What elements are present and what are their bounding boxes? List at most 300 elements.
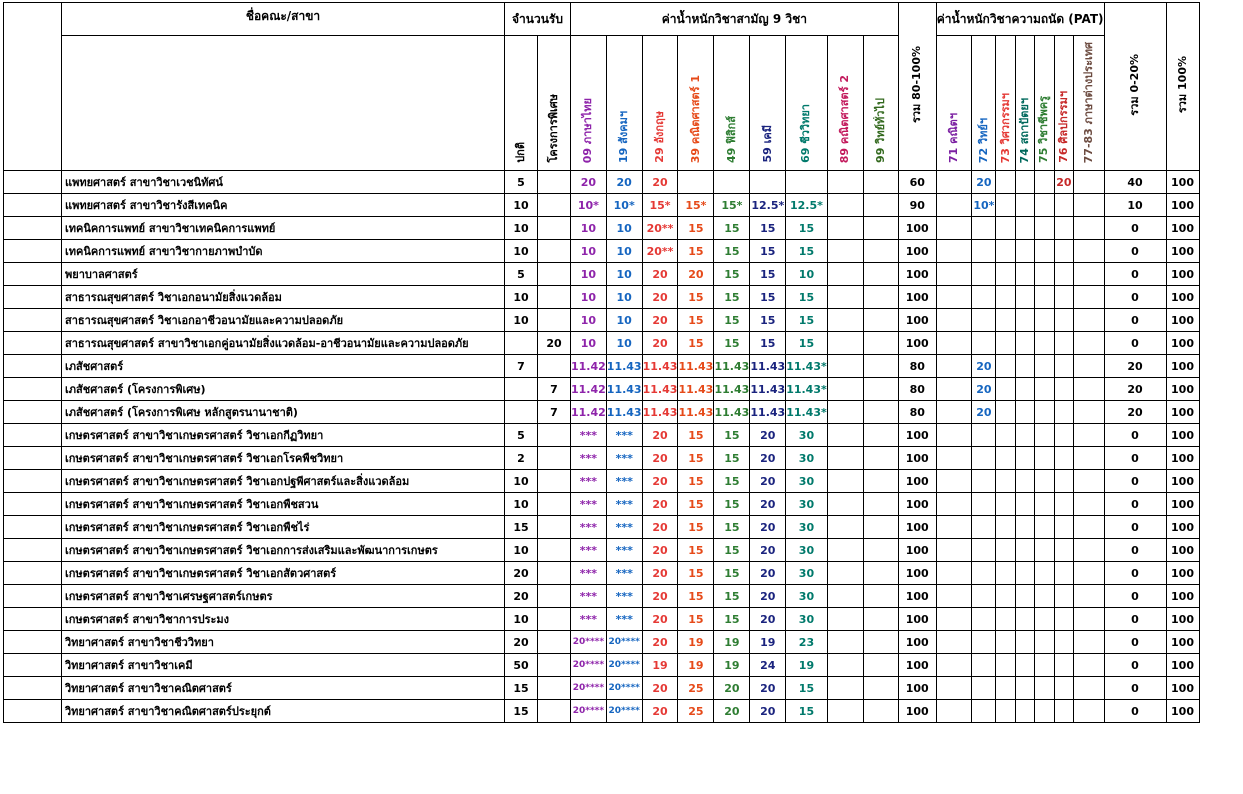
sum-pat-cell: 0 bbox=[1104, 516, 1166, 539]
row-blank-cell bbox=[4, 677, 62, 700]
subject-weight-cell: 20 bbox=[642, 470, 678, 493]
subject-weight-cell: *** bbox=[606, 470, 642, 493]
quota-special-header: โครงการพิเศษ bbox=[538, 36, 571, 171]
pat-weight-cell bbox=[1054, 631, 1073, 654]
sum-gat-cell: 100 bbox=[898, 608, 936, 631]
sum-total-cell: 100 bbox=[1166, 493, 1199, 516]
subject-weight-cell: 15 bbox=[714, 286, 750, 309]
subject-weight-cell: 10 bbox=[606, 332, 642, 355]
sum-gat-cell: 100 bbox=[898, 539, 936, 562]
subject-weight-cell bbox=[750, 171, 786, 194]
pat-weight-cell bbox=[1015, 677, 1034, 700]
sum-gat-cell: 100 bbox=[898, 263, 936, 286]
subject-weight-cell: 10 bbox=[606, 263, 642, 286]
pat-weight-cell bbox=[936, 539, 972, 562]
pat-weight-cell bbox=[1054, 493, 1073, 516]
quota-special-cell bbox=[538, 562, 571, 585]
pat-weight-cell bbox=[1015, 286, 1034, 309]
subject-header: 99 วิทย์ทั่วไป bbox=[863, 36, 898, 171]
subject-weight-cell bbox=[863, 401, 898, 424]
subject-weight-cell: 20 bbox=[750, 539, 786, 562]
subject-weight-cell bbox=[827, 631, 863, 654]
pat-weight-cell bbox=[996, 677, 1015, 700]
pat-weight-cell bbox=[1035, 493, 1054, 516]
subject-weight-cell bbox=[863, 470, 898, 493]
faculty-name-cell: วิทยาศาสตร์ สาขาวิชาชีววิทยา bbox=[62, 631, 505, 654]
pat-weight-cell bbox=[936, 585, 972, 608]
sum-gat-cell: 100 bbox=[898, 585, 936, 608]
subject-weight-cell: 15 bbox=[714, 562, 750, 585]
blank-corner-cell bbox=[4, 3, 62, 171]
subject-weight-cell: 20 bbox=[714, 700, 750, 723]
pat-weight-cell bbox=[1015, 194, 1034, 217]
subject-weight-cell: 19 bbox=[678, 654, 714, 677]
subject-weight-cell: 15 bbox=[750, 217, 786, 240]
pat-weight-cell bbox=[996, 332, 1015, 355]
quota-normal-cell: 20 bbox=[505, 585, 538, 608]
sum-total-cell: 100 bbox=[1166, 355, 1199, 378]
quota-normal-cell: 5 bbox=[505, 171, 538, 194]
row-blank-cell bbox=[4, 240, 62, 263]
sum-gat-cell: 60 bbox=[898, 171, 936, 194]
subject-weight-cell bbox=[827, 677, 863, 700]
pat-weight-cell bbox=[972, 470, 996, 493]
subject-weight-cell bbox=[827, 585, 863, 608]
sum-pat-cell: 0 bbox=[1104, 217, 1166, 240]
subject-weight-cell: 10 bbox=[606, 217, 642, 240]
row-blank-cell bbox=[4, 608, 62, 631]
sum-gat-cell: 100 bbox=[898, 677, 936, 700]
subject-weight-cell: 15 bbox=[750, 240, 786, 263]
row-blank-cell bbox=[4, 539, 62, 562]
faculty-name-cell: เทคนิคการแพทย์ สาขาวิชาเทคนิคการแพทย์ bbox=[62, 217, 505, 240]
pat-weight-cell bbox=[996, 493, 1015, 516]
subject-weight-cell: 20** bbox=[642, 217, 678, 240]
sum-pat-cell: 0 bbox=[1104, 562, 1166, 585]
pat-weight-cell bbox=[1074, 539, 1104, 562]
quota-normal-cell: 5 bbox=[505, 263, 538, 286]
sum-total-cell: 100 bbox=[1166, 654, 1199, 677]
faculty-name-cell: สาธารณสุขศาสตร์ สาขาวิชาเอกคู่อนามัยสิ่งแวดล้อม-อาชีวอนามัยและความปลอดภัย bbox=[62, 332, 505, 355]
sum-pat-cell: 0 bbox=[1104, 493, 1166, 516]
sum-total-cell: 100 bbox=[1166, 562, 1199, 585]
sum-pat-cell: 0 bbox=[1104, 286, 1166, 309]
subject-weight-cell: 10 bbox=[571, 286, 607, 309]
subject-weight-cell: 20 bbox=[750, 608, 786, 631]
table-row bbox=[4, 332, 1237, 355]
quota-special-cell bbox=[538, 700, 571, 723]
subject-weight-cell bbox=[827, 608, 863, 631]
subject-weight-cell: 19 bbox=[642, 654, 678, 677]
pat-weight-cell bbox=[1074, 516, 1104, 539]
subject-weight-cell: 15 bbox=[678, 493, 714, 516]
subject-weight-cell: 15 bbox=[714, 585, 750, 608]
subject-weight-cell: 20 bbox=[750, 470, 786, 493]
pat-weight-cell bbox=[1054, 424, 1073, 447]
sum-pat-cell: 0 bbox=[1104, 447, 1166, 470]
pat-weight-cell bbox=[1035, 240, 1054, 263]
subject-weight-cell: 20 bbox=[642, 562, 678, 585]
faculty-name-cell: สาธารณสุขศาสตร์ วิชาเอกอนามัยสิ่งแวดล้อม bbox=[62, 286, 505, 309]
pat-weight-cell bbox=[1074, 263, 1104, 286]
pat-weight-cell bbox=[1074, 309, 1104, 332]
pat-subject-header: 76 ศิลปกรรมฯ bbox=[1054, 36, 1073, 171]
pat-weight-cell bbox=[972, 585, 996, 608]
pat-weight-cell bbox=[996, 700, 1015, 723]
pat-weight-cell bbox=[1015, 700, 1034, 723]
subject-weight-cell bbox=[827, 217, 863, 240]
pat-weight-cell bbox=[1015, 332, 1034, 355]
sum-gat-cell: 100 bbox=[898, 493, 936, 516]
pat-weight-cell bbox=[1035, 516, 1054, 539]
pat-weight-cell bbox=[996, 309, 1015, 332]
subject-weight-cell: 11.42 bbox=[571, 378, 607, 401]
pat-weight-cell bbox=[1035, 447, 1054, 470]
subject-weight-cell bbox=[827, 240, 863, 263]
pat-weight-cell bbox=[936, 608, 972, 631]
pat-weight-cell bbox=[1054, 562, 1073, 585]
pat-weight-cell bbox=[1015, 562, 1034, 585]
pat-weight-cell bbox=[996, 654, 1015, 677]
pat-weight-cell bbox=[1035, 654, 1054, 677]
sum-pat-cell: 40 bbox=[1104, 171, 1166, 194]
quota-special-cell bbox=[538, 516, 571, 539]
subject-weight-cell: 10* bbox=[571, 194, 607, 217]
subject-weight-cell bbox=[863, 585, 898, 608]
subject-weight-cell: *** bbox=[571, 447, 607, 470]
subject-weight-cell bbox=[827, 447, 863, 470]
subject-weight-cell: 10 bbox=[786, 263, 828, 286]
pat-weight-cell bbox=[1035, 286, 1054, 309]
pat-weight-cell bbox=[1015, 217, 1034, 240]
subject-weight-cell: 15 bbox=[678, 447, 714, 470]
quota-special-cell bbox=[538, 654, 571, 677]
subject-weight-cell: 20 bbox=[750, 424, 786, 447]
faculty-name-cell: แพทยศาสตร์ สาขาวิชารังสีเทคนิค bbox=[62, 194, 505, 217]
subject-header: 69 ชีววิทยา bbox=[786, 36, 828, 171]
subject-weight-cell bbox=[827, 470, 863, 493]
pat-weight-cell bbox=[1054, 286, 1073, 309]
subject-weight-cell: 15 bbox=[678, 516, 714, 539]
subject-weight-cell: 20**** bbox=[571, 654, 607, 677]
subject-weight-cell: 15 bbox=[750, 332, 786, 355]
pat-weight-cell bbox=[1074, 424, 1104, 447]
quota-special-cell bbox=[538, 470, 571, 493]
pat-weight-cell bbox=[1054, 585, 1073, 608]
sum-pat-header: รวม 0-20% bbox=[1104, 3, 1166, 171]
subject-weight-cell: 30 bbox=[786, 424, 828, 447]
row-blank-cell bbox=[4, 286, 62, 309]
subject-weight-cell: 15 bbox=[714, 470, 750, 493]
subject-weight-cell: 10 bbox=[571, 240, 607, 263]
sum-pat-cell: 0 bbox=[1104, 309, 1166, 332]
subject-weight-cell: 20 bbox=[606, 171, 642, 194]
pat-weight-cell bbox=[936, 562, 972, 585]
row-blank-cell bbox=[4, 585, 62, 608]
subject-weight-cell: 20**** bbox=[571, 700, 607, 723]
sum-gat-cell: 100 bbox=[898, 217, 936, 240]
pat-weight-cell bbox=[1054, 240, 1073, 263]
subject-weight-cell: 23 bbox=[786, 631, 828, 654]
weight-table bbox=[3, 2, 1237, 723]
subject-weight-cell: 15* bbox=[642, 194, 678, 217]
sum-pat-cell: 0 bbox=[1104, 631, 1166, 654]
pat-weight-cell: 20 bbox=[972, 401, 996, 424]
pat-weight-cell bbox=[936, 447, 972, 470]
pat-weight-cell bbox=[972, 217, 996, 240]
subject-weight-cell: *** bbox=[606, 424, 642, 447]
faculty-name-cell: เทคนิคการแพทย์ สาขาวิชากายภาพบำบัด bbox=[62, 240, 505, 263]
pat-weight-cell bbox=[1035, 470, 1054, 493]
subject-weight-cell: 20**** bbox=[606, 677, 642, 700]
subject-weight-cell: 30 bbox=[786, 608, 828, 631]
row-blank-cell bbox=[4, 516, 62, 539]
subject-weight-cell: 15 bbox=[714, 332, 750, 355]
subject-weight-cell: 20 bbox=[750, 677, 786, 700]
subject-weight-cell: 10 bbox=[571, 309, 607, 332]
subject-weight-cell bbox=[786, 171, 828, 194]
pat-weight-cell bbox=[996, 447, 1015, 470]
subject-weight-cell: 11.43* bbox=[786, 355, 828, 378]
quota-normal-cell bbox=[505, 378, 538, 401]
sum-gat-cell: 80 bbox=[898, 378, 936, 401]
quota-special-cell: 7 bbox=[538, 378, 571, 401]
subject-weight-cell: 24 bbox=[750, 654, 786, 677]
quota-special-cell bbox=[538, 608, 571, 631]
table-row bbox=[4, 608, 1237, 631]
subject-weight-cell: 15 bbox=[714, 263, 750, 286]
subject-weight-cell: 11.43 bbox=[642, 355, 678, 378]
subject-weight-cell: 11.43 bbox=[714, 378, 750, 401]
subject-weight-cell: *** bbox=[606, 447, 642, 470]
pat-weight-cell bbox=[1035, 171, 1054, 194]
pat-weight-cell bbox=[1035, 677, 1054, 700]
table-row bbox=[4, 447, 1237, 470]
pat-weight-cell bbox=[1054, 677, 1073, 700]
pat-weight-cell bbox=[1054, 309, 1073, 332]
subject-header: 29 อังกฤษ bbox=[642, 36, 678, 171]
table-row bbox=[4, 493, 1237, 516]
sum-pat-cell: 0 bbox=[1104, 677, 1166, 700]
subject-weight-cell: 15 bbox=[714, 424, 750, 447]
subject-weight-cell bbox=[827, 401, 863, 424]
quota-special-cell bbox=[538, 194, 571, 217]
subject-header: 59 เคมี bbox=[750, 36, 786, 171]
sum-pat-cell: 0 bbox=[1104, 700, 1166, 723]
subject-weight-cell: 19 bbox=[714, 654, 750, 677]
sum-pat-cell: 0 bbox=[1104, 263, 1166, 286]
subject-weight-cell bbox=[827, 378, 863, 401]
pat-weight-cell bbox=[936, 677, 972, 700]
pat-weight-cell bbox=[996, 562, 1015, 585]
subject-weight-cell: 20 bbox=[750, 447, 786, 470]
sum-total-cell: 100 bbox=[1166, 286, 1199, 309]
subject-weight-cell bbox=[827, 654, 863, 677]
pat-weight-cell bbox=[972, 539, 996, 562]
pat-weight-cell bbox=[1015, 401, 1034, 424]
sum-total-cell: 100 bbox=[1166, 608, 1199, 631]
sum-gat-cell: 100 bbox=[898, 562, 936, 585]
table-row bbox=[4, 654, 1237, 677]
pat-weight-cell bbox=[1015, 539, 1034, 562]
subject-weight-cell: 30 bbox=[786, 562, 828, 585]
sum-pat-cell: 20 bbox=[1104, 378, 1166, 401]
sum-gat-cell: 100 bbox=[898, 631, 936, 654]
subject-weight-cell bbox=[863, 332, 898, 355]
row-blank-cell bbox=[4, 493, 62, 516]
subject-weight-cell bbox=[863, 217, 898, 240]
row-blank-cell bbox=[4, 654, 62, 677]
subject-weight-cell: 20 bbox=[750, 493, 786, 516]
quota-special-cell: 20 bbox=[538, 332, 571, 355]
pat-weight-cell bbox=[1015, 516, 1034, 539]
faculty-name-cell: เกษตรศาสตร์ สาขาวิชาเศรษฐศาสตร์เกษตร bbox=[62, 585, 505, 608]
sum-total-cell: 100 bbox=[1166, 263, 1199, 286]
subject-weight-cell bbox=[863, 539, 898, 562]
subject-weight-cell: 11.43 bbox=[606, 355, 642, 378]
subject-weight-cell: 15 bbox=[678, 240, 714, 263]
table-row bbox=[4, 631, 1237, 654]
quota-normal-cell bbox=[505, 401, 538, 424]
subject-weight-cell: 15 bbox=[750, 263, 786, 286]
subject-weight-cell: 15 bbox=[678, 470, 714, 493]
row-blank-cell bbox=[4, 263, 62, 286]
subject-weight-cell: 20 bbox=[642, 700, 678, 723]
subject-weight-cell: 11.43 bbox=[678, 378, 714, 401]
quota-normal-cell: 10 bbox=[505, 309, 538, 332]
table-row bbox=[4, 355, 1237, 378]
subject-weight-cell: 15 bbox=[786, 332, 828, 355]
subject-header: 09 ภาษาไทย bbox=[571, 36, 607, 171]
quota-normal-cell: 50 bbox=[505, 654, 538, 677]
table-row bbox=[4, 240, 1237, 263]
table-row bbox=[4, 516, 1237, 539]
pat-weight-cell bbox=[936, 401, 972, 424]
subject-weight-cell: 15 bbox=[678, 562, 714, 585]
row-blank-cell bbox=[4, 171, 62, 194]
row-blank-cell bbox=[4, 470, 62, 493]
sum-total-cell: 100 bbox=[1166, 171, 1199, 194]
subject-header: 89 คณิตศาสตร์ 2 bbox=[827, 36, 863, 171]
quota-special-cell bbox=[538, 263, 571, 286]
pat-weight-cell bbox=[972, 263, 996, 286]
subject-weight-cell bbox=[827, 286, 863, 309]
sum-gat-cell: 80 bbox=[898, 401, 936, 424]
faculty-name-cell: แพทยศาสตร์ สาขาวิชาเวชนิทัศน์ bbox=[62, 171, 505, 194]
row-blank-cell bbox=[4, 562, 62, 585]
pat-weight-cell bbox=[996, 286, 1015, 309]
sum-gat-cell: 100 bbox=[898, 470, 936, 493]
subject-weight-cell: 10 bbox=[606, 240, 642, 263]
pat-subject-header: 75 วิชาชีพครู bbox=[1035, 36, 1054, 171]
subject-weight-cell: 20 bbox=[642, 171, 678, 194]
subject-weight-cell: 15 bbox=[678, 286, 714, 309]
pat-weight-cell bbox=[1074, 608, 1104, 631]
subject-weight-cell bbox=[827, 424, 863, 447]
pat-weight-cell bbox=[1015, 309, 1034, 332]
subject-weight-cell: 20 bbox=[642, 677, 678, 700]
subject-weight-cell bbox=[863, 447, 898, 470]
pat-weight-cell bbox=[1054, 401, 1073, 424]
subject-header: 49 ฟิสิกส์ bbox=[714, 36, 750, 171]
subject-weight-cell: 11.43 bbox=[750, 378, 786, 401]
pat-weight-cell: 10* bbox=[972, 194, 996, 217]
pat-subject-header: 74 สถาปัตยฯ bbox=[1015, 36, 1034, 171]
sum-gat-cell: 100 bbox=[898, 700, 936, 723]
weight-table-body bbox=[4, 171, 1237, 723]
pat-weight-cell bbox=[972, 447, 996, 470]
faculty-name-cell: เกษตรศาสตร์ สาขาวิชาเกษตรศาสตร์ วิชาเอกสัตวศาสตร์ bbox=[62, 562, 505, 585]
quota-normal-cell: 10 bbox=[505, 240, 538, 263]
pat-weight-cell bbox=[936, 240, 972, 263]
faculty-name-cell: เกษตรศาสตร์ สาขาวิชาเกษตรศาสตร์ วิชาเอกพืชไร่ bbox=[62, 516, 505, 539]
subject-weight-cell: 20**** bbox=[571, 677, 607, 700]
pat-weight-cell bbox=[1015, 585, 1034, 608]
pat-weight-cell bbox=[1054, 654, 1073, 677]
sum-gat-cell: 80 bbox=[898, 355, 936, 378]
pat-weight-cell bbox=[972, 631, 996, 654]
subject-weight-cell bbox=[827, 355, 863, 378]
subject-weight-cell: 11.43 bbox=[678, 355, 714, 378]
subject-weight-cell: 20 bbox=[642, 608, 678, 631]
pat-weight-cell bbox=[1074, 332, 1104, 355]
subject-weight-cell bbox=[863, 240, 898, 263]
sum-pat-cell: 0 bbox=[1104, 539, 1166, 562]
faculty-name-cell: เกษตรศาสตร์ สาขาวิชาเกษตรศาสตร์ วิชาเอกกีฏวิทยา bbox=[62, 424, 505, 447]
quota-normal-cell: 20 bbox=[505, 631, 538, 654]
subject-weight-cell: *** bbox=[606, 585, 642, 608]
faculty-name-cell: วิทยาศาสตร์ สาขาวิชาเคมี bbox=[62, 654, 505, 677]
pat-weight-cell bbox=[936, 217, 972, 240]
pat-weight-cell: 20 bbox=[972, 355, 996, 378]
pat-weight-cell bbox=[936, 355, 972, 378]
subject-weight-cell: 11.43* bbox=[786, 378, 828, 401]
sum-total-cell: 100 bbox=[1166, 401, 1199, 424]
subject-weight-cell bbox=[863, 378, 898, 401]
pat-weight-cell bbox=[1015, 378, 1034, 401]
pat-weight-cell bbox=[972, 700, 996, 723]
sum-total-cell: 100 bbox=[1166, 470, 1199, 493]
subject-weight-cell bbox=[863, 424, 898, 447]
sum-gat-cell: 90 bbox=[898, 194, 936, 217]
quota-normal-cell: 15 bbox=[505, 700, 538, 723]
quota-special-cell bbox=[538, 240, 571, 263]
subject-weight-cell bbox=[827, 562, 863, 585]
sum-total-cell: 100 bbox=[1166, 447, 1199, 470]
pat-weight-cell bbox=[936, 654, 972, 677]
subject-weight-cell: 10* bbox=[606, 194, 642, 217]
table-row bbox=[4, 562, 1237, 585]
subject-weight-cell: 10 bbox=[606, 286, 642, 309]
pat-weight-cell bbox=[996, 424, 1015, 447]
subject-weight-cell bbox=[827, 700, 863, 723]
sum-total-cell: 100 bbox=[1166, 217, 1199, 240]
row-blank-cell bbox=[4, 447, 62, 470]
subject-weight-cell bbox=[827, 332, 863, 355]
subject-weight-cell: 15 bbox=[714, 539, 750, 562]
pat-weight-cell bbox=[1074, 378, 1104, 401]
sum-pat-cell: 0 bbox=[1104, 654, 1166, 677]
table-row bbox=[4, 470, 1237, 493]
quota-normal-cell bbox=[505, 332, 538, 355]
subject-weight-cell: 15 bbox=[786, 309, 828, 332]
pat-weight-cell bbox=[1035, 332, 1054, 355]
quota-normal-cell: 10 bbox=[505, 286, 538, 309]
pat-weight-cell bbox=[936, 171, 972, 194]
subject-weight-cell: 15 bbox=[678, 309, 714, 332]
subject-weight-cell bbox=[714, 171, 750, 194]
pat-weight-cell bbox=[936, 700, 972, 723]
